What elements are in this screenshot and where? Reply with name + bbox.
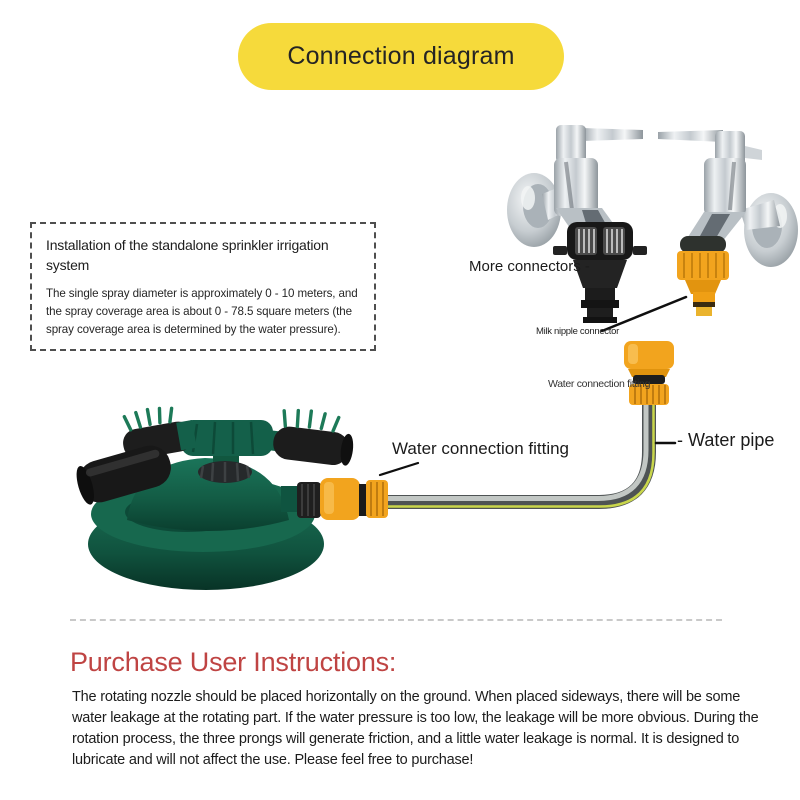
water-pipe-label: - Water pipe — [677, 430, 775, 450]
sprinkler-image — [75, 398, 395, 594]
banner-title: Connection diagram — [287, 42, 515, 70]
water-connection-fitting-label-large: Water connection fitting — [392, 439, 570, 458]
info-box-title: Installation of the standalone sprinkler irrigation system — [46, 237, 329, 274]
water-connection-fitting-top — [624, 341, 674, 405]
water-connection-fitting-label-small: Water connection fitting — [548, 378, 651, 390]
sprinkler-outlet-fitting — [281, 478, 388, 520]
milk-nipple-connector-label: Milk nipple connector — [536, 326, 619, 337]
dashed-divider — [70, 619, 722, 621]
info-box-body: The single spray diameter is approximately 0 - 10 meters, and the spray coverage area is about 0 - 78.5 square meters (the spray coverage area is determined by the water pressure). — [46, 286, 358, 336]
purchase-instructions-heading: Purchase User Instructions: — [70, 647, 397, 677]
purchase-instructions-body: The rotating nozzle should be placed horizontally on the ground. When placed sideways, there will be some water leakage at the rotating part. If the water pressure is too low, the leakage will be more obvious. During the rotation process, the three prongs will generate friction, and a little water leakage is normal. It is designed to lubricate and will not affect the use. Please feel free to purchase! — [72, 689, 759, 769]
installation-info-box — [30, 222, 376, 351]
more-connectors-label: More connectors - — [469, 258, 590, 275]
